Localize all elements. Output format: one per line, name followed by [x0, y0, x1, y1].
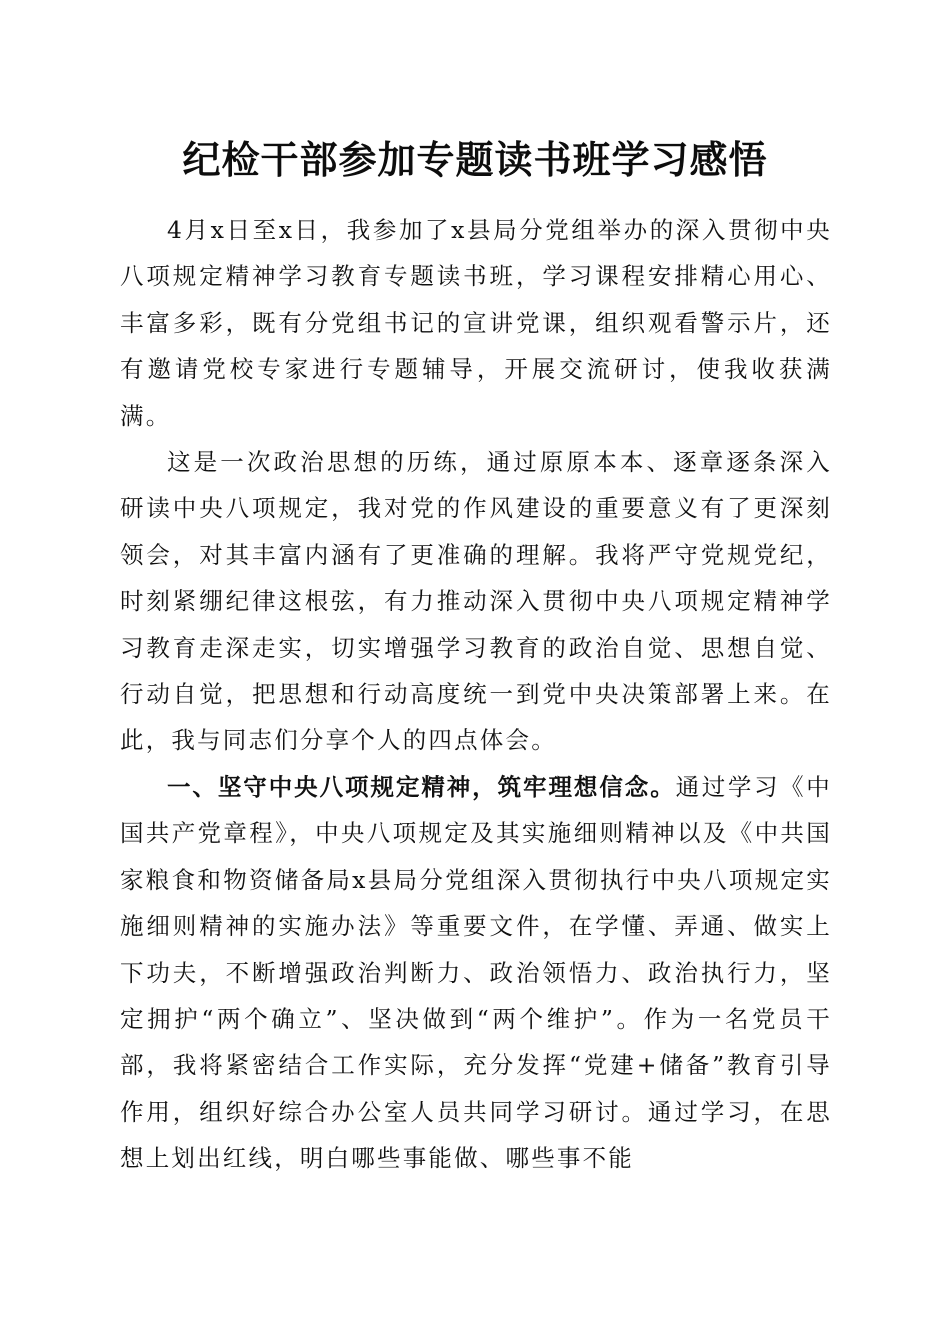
document-body — [120, 207, 832, 1182]
section-one-text: 通过学习《中国共产党章程》，中央八项规定及其实施细则精神以及《中共国家粮食和物资储备局x县局分党组深入贯彻执行中央八项规定实施细则精神的实施办法》等重要文件，在学懂、弄通、做实上下功夫，不断增强政治判断力、政治领悟力、政治执行力，坚定拥护“两个确立”、坚决做到“两个维护”。作为一名党员干部，我将紧密结合工作实际，充分发挥“党建+储备”教育引导作用，组织好综合办公室人员共同学习研讨。通过学习，在思想上划出红线，明白哪些事能做、哪些事不能 — [120, 772, 832, 1173]
paragraph-reflection: 这是一次政治思想的历练，通过原原本本、逐章逐条深入研读中央八项规定，我对党的作风建设的重要意义有了更深刻领会，对其丰富内涵有了更准确的理解。我将严守党规党纪，时刻紧绷纪律这根弦，有力推动深入贯彻中央八项规定精神学习教育走深走实，切实增强学习教育的政治自觉、思想自觉、行动自觉，把思想和行动高度统一到党中央决策部署上来。在此，我与同志们分享个人的四点体会。 — [120, 448, 832, 755]
section-one-heading: 一、坚守中央八项规定精神，筑牢理想信念。 — [167, 772, 676, 801]
paragraph-intro: 4月x日至x日，我参加了x县局分党组举办的深入贯彻中央八项规定精神学习教育专题读书班，学习课程安排精心用心、丰富多彩，既有分党组书记的宣讲党课，组织观看警示片，还有邀请党校专家进行专题辅导，开展交流研讨，使我收获满满。 — [120, 216, 832, 430]
section-one-paragraph — [120, 764, 832, 1182]
document-title: 纪检干部参加专题读书班学习感悟 — [182, 137, 768, 182]
